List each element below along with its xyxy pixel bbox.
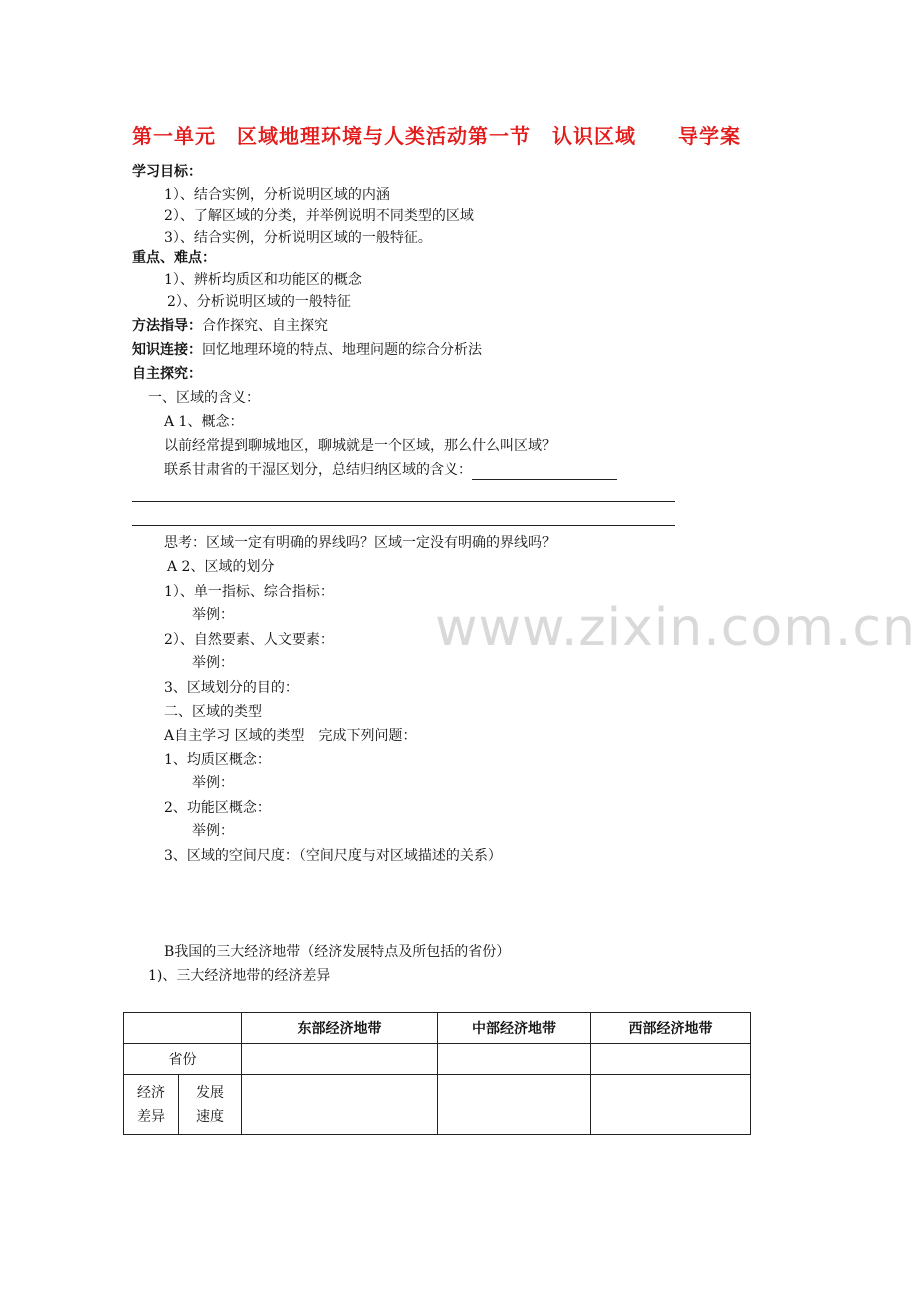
division-item-1: 1）、单一指标、综合指标： xyxy=(164,584,334,600)
link-text: 回忆地理环境的特点、地理问题的综合分析法 xyxy=(202,342,482,358)
type-item-3: 3、区域的空间尺度：（空间尺度与对区域描述的关系） xyxy=(164,848,502,864)
page-title: 第一单元 区域地理环境与人类活动第一节 认识区域 导学案 xyxy=(132,124,741,148)
self-study-heading: A自主学习 区域的类型 完成下列问题： xyxy=(164,728,417,744)
question-2-line xyxy=(164,460,617,480)
cell-province-east xyxy=(242,1044,438,1075)
table-row-province xyxy=(124,1044,751,1075)
economic-belts-heading: B我国的三大经济地带（经济发展特点及所包括的省份） xyxy=(164,944,511,960)
example-2: 举例： xyxy=(192,655,234,671)
economic-differences-heading: 1)、三大经济地带的经济差异 xyxy=(148,968,331,984)
division-item-2: 2）、自然要素、人文要素： xyxy=(164,632,334,648)
objective-item-3: 3）、结合实例，分析说明区域的一般特征。 xyxy=(164,230,432,246)
header-east: 东部经济地带 xyxy=(242,1013,438,1044)
keypoints-heading: 重点、难点： xyxy=(132,250,216,266)
method-heading: 方法指导： xyxy=(132,318,202,334)
answer-rule-2 xyxy=(132,525,675,526)
table-corner-cell xyxy=(124,1013,242,1044)
answer-rule-1 xyxy=(132,501,675,502)
think-question: 思考：区域一定有明确的界线吗？区域一定没有明确的界线吗？ xyxy=(164,535,556,551)
objective-item-1: 1）、结合实例，分析说明区域的内涵 xyxy=(164,187,390,203)
cell-speed-central xyxy=(438,1075,591,1135)
type-item-2: 2、功能区概念： xyxy=(164,800,271,816)
question-1: 以前经常提到聊城地区，聊城就是一个区域，那么什么叫区域？ xyxy=(164,438,556,454)
header-west: 西部经济地带 xyxy=(591,1013,751,1044)
keypoint-item-2: 2）、分析说明区域的一般特征 xyxy=(167,294,351,310)
example-4: 举例： xyxy=(192,823,234,839)
header-central: 中部经济地带 xyxy=(438,1013,591,1044)
concept-heading: A 1、概念： xyxy=(164,414,244,430)
section-1-heading: 一、区域的含义： xyxy=(148,390,260,406)
objective-item-2: 2）、了解区域的分类，并举例说明不同类型的区域 xyxy=(164,208,474,224)
explore-heading: 自主探究： xyxy=(132,366,202,382)
question-2: 联系甘肃省的干湿区划分，总结归纳区域的含义： xyxy=(164,462,472,478)
row-label-economic-difference: 经济 差异 xyxy=(124,1075,179,1135)
cell-speed-east xyxy=(242,1075,438,1135)
type-item-1: 1、均质区概念： xyxy=(164,752,271,768)
economic-belts-table xyxy=(123,1012,751,1135)
example-1: 举例： xyxy=(192,607,234,623)
answer-blank xyxy=(472,463,617,480)
objectives-heading: 学习目标： xyxy=(132,164,202,180)
link-line xyxy=(132,340,482,360)
cell-province-west xyxy=(591,1044,751,1075)
row-label-province: 省份 xyxy=(124,1044,242,1075)
table-header-row xyxy=(124,1013,751,1044)
section-2-heading: 二、区域的类型 xyxy=(164,704,262,720)
link-heading: 知识连接： xyxy=(132,342,202,358)
table-row-speed xyxy=(124,1075,751,1135)
division-item-3: 3、区域划分的目的： xyxy=(164,680,299,696)
cell-province-central xyxy=(438,1044,591,1075)
cell-speed-west xyxy=(591,1075,751,1135)
division-heading: A 2、区域的划分 xyxy=(167,559,275,575)
method-text: 合作探究、自主探究 xyxy=(202,318,328,334)
row-label-development-speed: 发展 速度 xyxy=(179,1075,242,1135)
example-3: 举例： xyxy=(192,775,234,791)
method-line xyxy=(132,316,328,336)
keypoint-item-1: 1）、辨析均质区和功能区的概念 xyxy=(164,272,362,288)
watermark: www.zixin.com.cn xyxy=(435,598,916,658)
